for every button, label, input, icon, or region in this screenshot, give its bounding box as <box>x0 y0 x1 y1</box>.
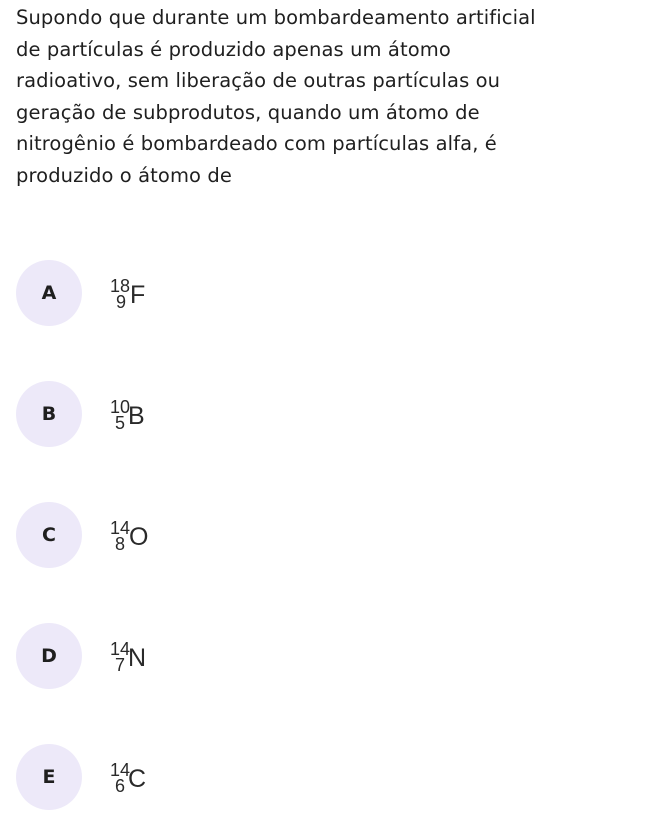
nuclide-notation <box>110 505 230 565</box>
atomic-number: 8 <box>115 534 126 554</box>
option-b[interactable] <box>16 379 316 449</box>
element-symbol: B <box>128 402 145 430</box>
option-e[interactable] <box>16 742 316 812</box>
option-d[interactable] <box>16 621 316 691</box>
question-line: nitrogênio é bombardeado com partículas alfa, é <box>16 132 497 155</box>
nuclide-notation <box>110 747 230 807</box>
question-line: Supondo que durante um bombardeamento artificial <box>16 6 536 29</box>
mass-number: 14 <box>110 518 131 538</box>
element-symbol: N <box>128 644 147 672</box>
option-letter-badge[interactable]: A <box>16 260 82 326</box>
question-line: produzido o átomo de <box>16 163 232 187</box>
nuclide-notation <box>110 384 230 444</box>
nuclide-notation <box>110 626 230 686</box>
mass-number: 10 <box>110 397 131 417</box>
element-symbol: C <box>128 765 147 793</box>
nuclide-notation <box>110 263 230 323</box>
question-line: de partículas é produzido apenas um átomo <box>16 37 451 61</box>
mass-number: 18 <box>110 276 131 296</box>
atomic-number: 5 <box>115 413 126 433</box>
option-a[interactable] <box>16 258 316 328</box>
mass-number: 14 <box>110 760 131 780</box>
mass-number: 14 <box>110 639 131 659</box>
atomic-number: 7 <box>115 655 126 675</box>
option-letter-badge[interactable]: E <box>16 744 82 810</box>
atomic-number: 6 <box>115 776 126 796</box>
option-c[interactable] <box>16 500 316 570</box>
question-line: geração de subprodutos, quando um átomo de <box>16 100 480 124</box>
option-letter-badge[interactable]: C <box>16 502 82 568</box>
option-letter-badge[interactable]: B <box>16 381 82 447</box>
element-symbol: F <box>130 281 146 309</box>
question-line: radioativo, sem liberação de outras partículas ou <box>16 69 501 92</box>
element-symbol: O <box>129 523 149 551</box>
option-letter-badge[interactable]: D <box>16 623 82 689</box>
atomic-number: 9 <box>116 292 127 312</box>
